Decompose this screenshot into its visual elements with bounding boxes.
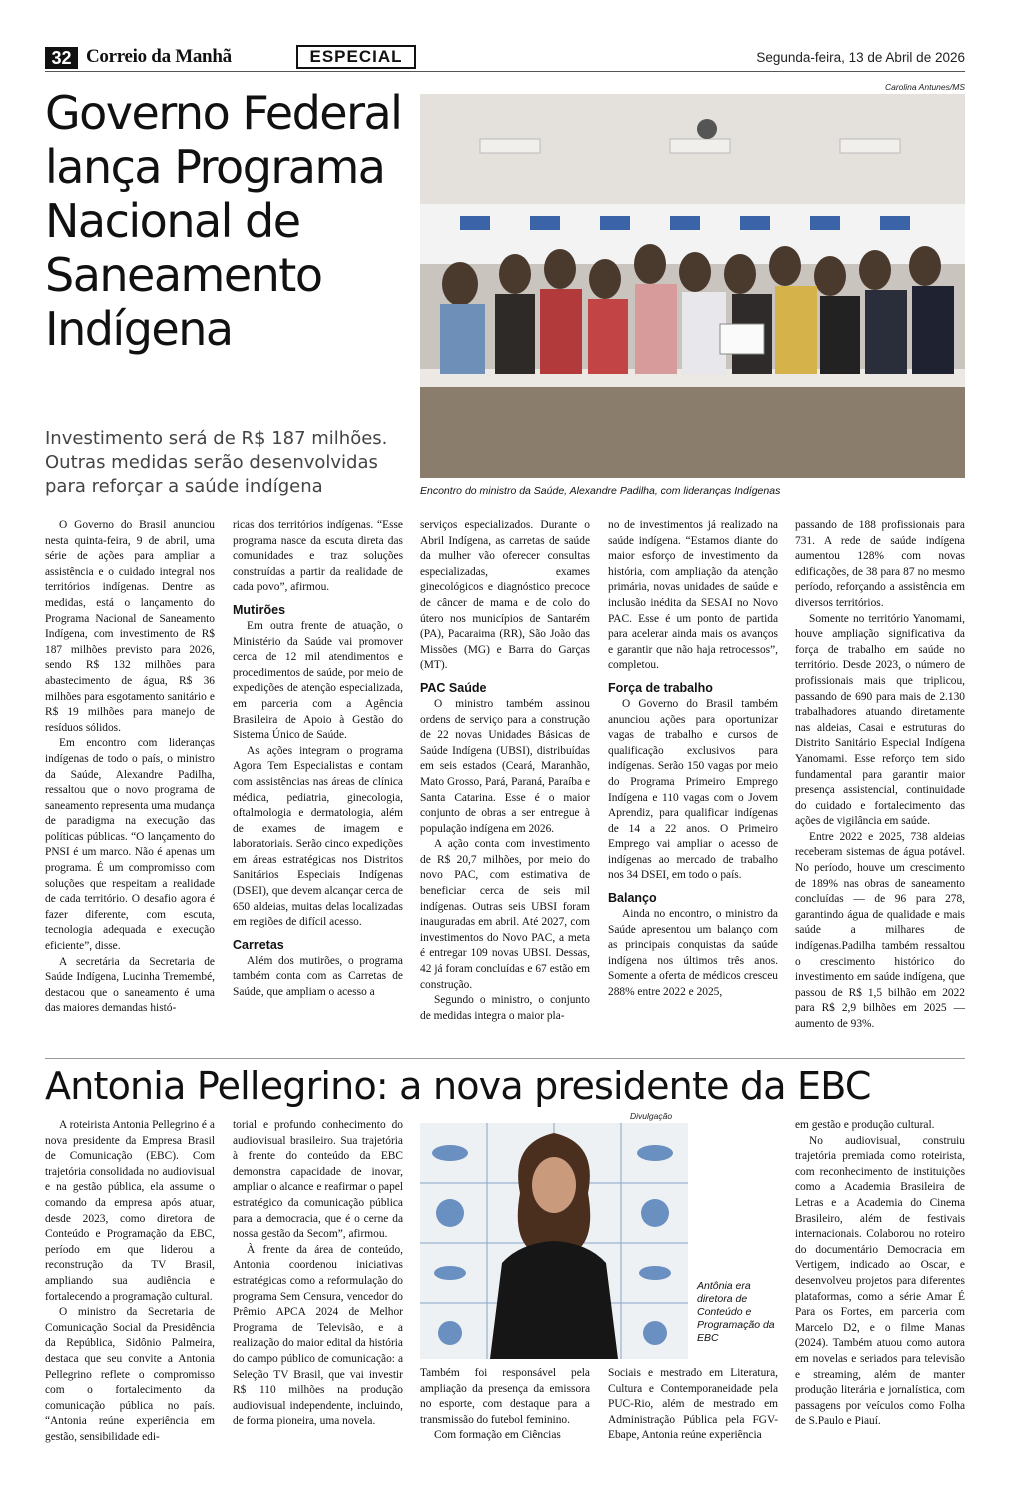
paragraph: A ação conta com investimento de R$ 20,7 milhões, por meio do novo PAC, com estimativa de beneficiar cerca de seis mil indígenas. Outras seis UBSI foram inauguradas em abril. Até 2027, com investimentos do Novo PAC, a meta é entregar 109 novas UBSI. Dessas, 42 já foram concluídas e 67 estão em construção. bbox=[420, 838, 590, 991]
article-column-3 bbox=[420, 1366, 590, 1444]
subheading: Força de trabalho bbox=[608, 680, 713, 695]
paragraph: Entre 2022 e 2025, 738 aldeias receberam sistemas de água potável. No período, houve um crescimento de 189% nas obras de saneamento concluídas — de 96 para 278, garantindo água de qualidade e mais saúde a milhares de indígenas.Padilha também ressaltou o crescimento histórico do investimento em saúde indígena, que passou de R$ 1,5 bilhão em 2022 para R$ 2,9 bilhões em 2025 — aumento de 93%. bbox=[795, 830, 965, 1030]
subheading: PAC Saúde bbox=[420, 680, 487, 695]
article-column-2 bbox=[233, 518, 403, 1001]
paragraph: Ainda no encontro, o ministro da Saúde apresentou um balanço com as principais conquistas da saúde indígena nos últimos três anos. Somente a oferta de médicos cresceu 288% entre 2022 e 2025, bbox=[608, 908, 778, 999]
paragraph: passando de 188 profissionais para 731. A rede de saúde indígena aumentou 128% com novas edificações, de 38 para 87 no mesmo período, reforçando a assistência em diversos territórios. bbox=[795, 519, 965, 609]
article-headline: Governo Federal lança Programa Nacional de Saneamento Indígena bbox=[45, 86, 402, 356]
paragraph: As ações integram o programa Agora Tem Especialistas e contam com assistências nas áreas de clínica médica, pediatria, ginecologia, oftalmologia e dermatologia, além de exames de imagem e laboratoriais. Serão cinco expedições em áreas estratégicas nos Distritos Sanitários Especiais Indígenas (DSEI), que devem alcançar cerca de 650 aldeias, muitas delas localizadas em regiões de difícil acesso. bbox=[233, 744, 403, 929]
article-column-5 bbox=[795, 1118, 965, 1430]
photo-caption: Encontro do ministro da Saúde, Alexandre Padilha, com lideranças Indígenas bbox=[420, 485, 781, 497]
article-column-4 bbox=[608, 518, 778, 1001]
subheading: Mutirões bbox=[233, 602, 286, 617]
article-subhead: Investimento será de R$ 187 milhões. Outras medidas serão desenvolvidas para reforçar a saúde indígena bbox=[45, 428, 388, 497]
article-column-4 bbox=[608, 1366, 778, 1444]
paragraph: O ministro também assinou ordens de serviço para a construção de 22 novas Unidades Básicas de Saúde Indígena (UBSI), distribuídas em seis estados (Ceará, Maranhão, Mato Grosso, Pará, Paraná, Paraíba e Santa Catarina. Esse é o maior conjunto de obras a ser entregue à população indígena em 2026. bbox=[420, 697, 590, 835]
paragraph: Com formação em Ciências bbox=[434, 1429, 561, 1442]
paragraph: Segundo o ministro, o conjunto de medidas integra o maior pla- bbox=[420, 994, 590, 1022]
paragraph: Além dos mutirões, o programa também conta com as Carretas de Saúde, que ampliam o acesso a bbox=[233, 954, 403, 999]
meeting-photo bbox=[420, 94, 965, 478]
paragraph: Sociais e mestrado em Literatura, Cultura e Contemporaneidade pela PUC-Rio, além de mestrado em Administração Pública pela FGV-Ebape, Antonia reúne experiência bbox=[608, 1367, 778, 1442]
paragraph: O Governo do Brasil também anunciou ações para oportunizar vagas de trabalho e cursos de qualificação exclusivos para indígenas. Serão 150 vagas por meio do Programa Primeiro Emprego Indígena e 110 vagas com o Jovem Aprendiz, para qualificar indígenas de 14 a 22 anos. O Primeiro Emprego vai ampliar o acesso de indígenas ao mercado de trabalho nos 34 DSEI, em todo o país. bbox=[608, 697, 778, 882]
paragraph: torial e profundo conhecimento do audiovisual brasileiro. Sua trajetória à frente do conteúdo da EBC demonstra capacidade de inovar, ampliar o alcance e reafirmar o papel estratégico da comunicação pública para a democracia, que é o cerne da nossa gestão da Secom”, afirmou. bbox=[233, 1119, 403, 1241]
subheading: Balanço bbox=[608, 891, 657, 906]
article-divider bbox=[45, 1058, 965, 1059]
photo-credit: Divulgação bbox=[630, 1111, 673, 1121]
article-column-1 bbox=[45, 518, 215, 1017]
newspaper-name: Correio da Manhã bbox=[86, 46, 232, 67]
paragraph: ricas dos territórios indígenas. “Esse programa nasce da escuta direta das comunidades e traz soluções construídas a partir da realidade de cada povo”, afirmou. bbox=[233, 519, 403, 594]
photo-credit: Carolina Antunes/MS bbox=[884, 82, 965, 92]
article-column-3 bbox=[420, 518, 590, 1024]
paragraph: Em encontro com lideranças indígenas de todo o país, o ministro da Saúde, Alexandre Padilha, ressaltou que o novo programa de saneamento representa uma mudança de paradigma na execução das políticas públicas. “O lançamento do PNSI é um marco. Não é apenas um programa. É um compromisso com soluções que respeitam a realidade de cada território. O desafio agora é fazer diferente, com escuta, tecnologia adequada e execução eficiente”, disse. bbox=[45, 737, 215, 953]
paragraph: O ministro da Secretaria de Comunicação Social da Presidência da República, Sidônio Palmeira, destaca que seu convite a Antonia Pellegrino reflete o compromisso com o fortalecimento da comunicação pública no país. “Antonia reúne experiência em gestão, sensibilidade edi- bbox=[45, 1306, 215, 1443]
portrait-photo bbox=[420, 1123, 688, 1359]
paragraph: A roteirista Antonia Pellegrino é a nova presidente da Empresa Brasil de Comunicação (EBC). Com trajetória consolidada no audiovisual e na gestão pública, ela assume o comando da empresa após atuar, desde 2023, como diretora de Conteúdo e Programação da EBC, período em que liderou a reconstrução da TV Brasil, ampliando sua audiência e fortalecendo a programação cultural. bbox=[45, 1119, 215, 1303]
paragraph: Em outra frente de atuação, o Ministério da Saúde vai promover cerca de 12 mil atendimentos e procedimentos de saúde, por meio de expedições de atenção especializada, em parceria com a Agência Brasileira de Apoio à Gestão do Sistema Único de Saúde. bbox=[233, 619, 403, 742]
paragraph: no de investimentos já realizado na saúde indígena. “Estamos diante do maior esforço de investimento da história, com ampliação da atenção primária, novas unidades de saúde e inclusão inédita da SESAI no Novo PAC. Esse é um ponto de partida para acelerar ainda mais os avanços e garantir que não haja retrocessos”, completou. bbox=[608, 519, 778, 672]
header-rule bbox=[45, 71, 965, 72]
paragraph: Somente no território Yanomami, houve ampliação significativa da força de trabalho em saúde no território. Desde 2023, o número de profissionais mais que triplicou, passando de 690 para mais de 2.130 trabalhadores atuando diretamente nas aldeias, Casai e estruturas do Distrito Sanitário Especial Indígena Yanomami. Esse reforço tem sido fundamental para garantir maior presença assistencial, continuidade do cuidado e fortalecimento das ações de vigilância em saúde. bbox=[795, 612, 965, 828]
paragraph: À frente da área de conteúdo, Antonia coordenou iniciativas estratégicas como a reformulação do programa Sem Censura, vencedor do Prêmio APCA 2024 de Melhor Programa de Televisão, e a realização do maior edital da história do campo público de comunicação: a Seleção TV Brasil, que vai investir R$ 110 milhões na produção audiovisual independente, incluindo, de forma pioneira, uma novela. bbox=[233, 1243, 403, 1428]
paragraph: serviços especializados. Durante o Abril Indígena, as carretas de saúde da mulher vão oferecer consultas especializadas, exames ginecológicos e diagnóstico precoce de câncer de mama e de colo do útero nos municípios de Santarém (PA), Pacaraima (RR), São João das Missões (MG) e Barra do Garças (MT). bbox=[420, 519, 590, 672]
section-tag: ESPECIAL bbox=[296, 45, 416, 69]
article-column-1 bbox=[45, 1118, 215, 1445]
page-number: 32 bbox=[45, 47, 78, 69]
paragraph: Também foi responsável pela ampliação da presença da emissora no esporte, com destaque para a transmissão do futebol feminino. bbox=[420, 1367, 590, 1426]
paragraph: A secretária da Secretaria de Saúde Indígena, Lucinha Tremembé, destacou que o saneamento é uma das maiores demandas histó- bbox=[45, 955, 215, 1015]
photo-caption: Antônia era diretora de Conteúdo e Programação da EBC bbox=[697, 1280, 775, 1344]
paragraph: em gestão e produção cultural. bbox=[795, 1119, 935, 1131]
article-column-5 bbox=[795, 518, 965, 1033]
subheading: Carretas bbox=[233, 937, 284, 952]
article-headline: Antonia Pellegrino: a nova presidente da EBC bbox=[45, 1064, 871, 1108]
paragraph: No audiovisual, construiu trajetória premiada como roteirista, com reconhecimento de instituições como a Academia Brasileira de Letras e a Academia do Cinema Brasileiro, além de festivais internacionais. Colaborou no roteiro do documentário Democracia em Vertigem, indicado ao Oscar, e desenvolveu projetos para diferentes plataformas, como a série Amar É Para os Fortes, em parceria com Marcelo D2, e o filme Manas (2024). Também atuou como autora em novelas e seriados para televisão e streaming, além de manter produção literária e jornalística, com passagens por veículos como Folha de S.Paulo e Piauí. bbox=[795, 1134, 965, 1428]
paragraph: O Governo do Brasil anunciou nesta quinta-feira, 9 de abril, uma série de ações para ampliar a assistência e o cuidado integral nos territórios indígenas. Dentre as medidas, está o lançamento do Programa Nacional de Saneamento Indígena, com investimento de R$ 187 milhões previsto para 2026, sendo R$ 132 milhões para abastecimento de água, R$ 36 milhões para esgotamento sanitário e R$ 19 milhões para manejo de resíduos sólidos. bbox=[45, 519, 215, 734]
article-column-2 bbox=[233, 1118, 403, 1430]
dateline: Segunda-feira, 13 de Abril de 2026 bbox=[756, 50, 965, 65]
